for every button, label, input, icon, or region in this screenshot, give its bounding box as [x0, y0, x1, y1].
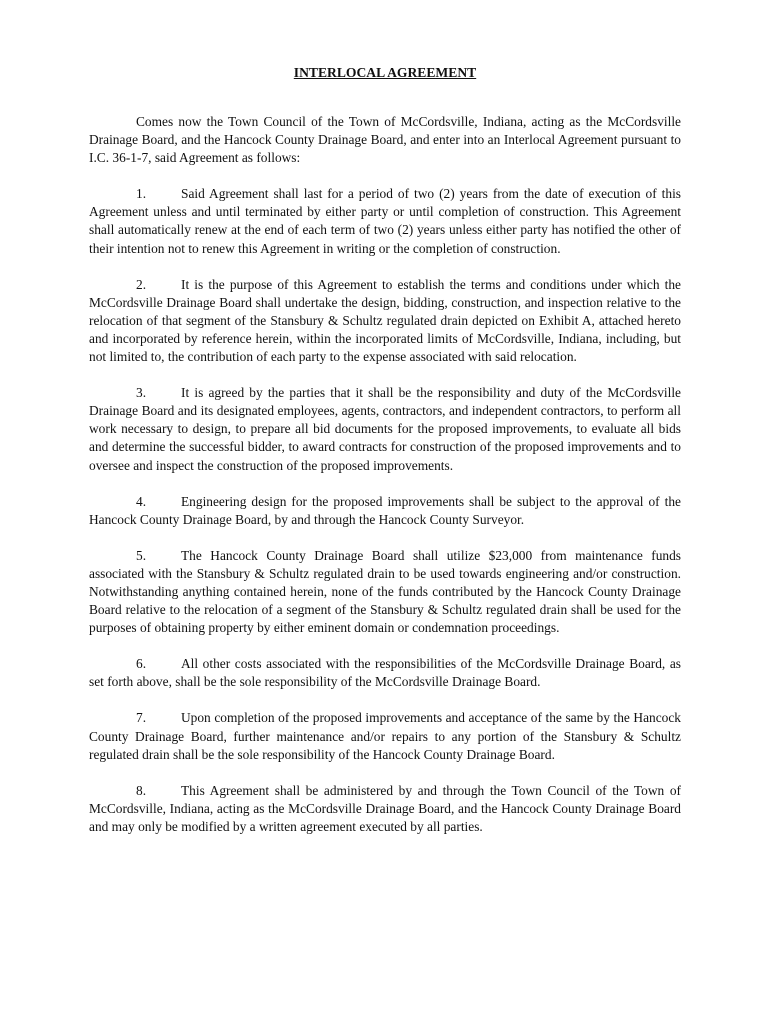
clause-6 [89, 655, 681, 691]
clause-2 [89, 276, 681, 366]
clause-number: 4. [136, 493, 147, 509]
clause-text: Upon completion of the proposed improvements and acceptance of the same by the Hancock County Drainage Board, further maintenance and/or repairs to any portion of the Stansbury & Schultz regulated drain shall be the sole responsibility of the Hancock County Drainage Board. [89, 710, 681, 762]
clause-number: 7. [136, 710, 147, 726]
clause-1 [89, 185, 681, 257]
clause-4 [89, 493, 681, 529]
clause-text: Engineering design for the proposed improvements shall be subject to the approval of the Hancock County Drainage Board, by and through the Hancock County Surveyor. [89, 493, 681, 527]
clause-text: It is the purpose of this Agreement to establish the terms and conditions under which the McCordsville Drainage Board shall undertake the design, bidding, construction, and inspection relative to the relocation of that segment of the Stansbury & Schultz regulated drain depicted on Exhibit A, attached hereto and incorporated by reference herein, within the incorporated limits of McCordsville, Indiana, including, but not limited to, the contribution of each party to the expense associated with said relocation. [89, 276, 681, 365]
clause-number: 2. [136, 276, 147, 292]
clause-text: It is agreed by the parties that it shall be the responsibility and duty of the McCordsville Drainage Board and its designated employees, agents, contractors, and independent contractors, to perform all work necessary to design, to prepare all bid documents for the proposed improvements, to evaluate all bids and determine the successful bidder, to award contracts for construction of the proposed improvements and to oversee and inspect the construction of the proposed improvements. [89, 385, 681, 473]
clause-5 [89, 547, 681, 637]
clause-text: The Hancock County Drainage Board shall utilize $23,000 from maintenance funds associated with the Stansbury & Schultz regulated drain to be used towards engineering and/or construction. Notwithstanding anything contained herein, none of the funds contributed by the Hancock County Drainage Board relative to the relocation of a segment of the Stansbury & Schultz regulated drain shall be used for the purposes of obtaining property by either eminent domain or condemnation proceedings. [89, 547, 681, 636]
clause-text: This Agreement shall be administered by and through the Town Council of the Town of McCordsville, Indiana, acting as the McCordsville Drainage Board, and the Hancock County Drainage Board and may only be modified by a written agreement executed by all parties. [89, 782, 681, 834]
clause-text: All other costs associated with the responsibilities of the McCordsville Drainage Board, as set forth above, shall be the sole responsibility of the McCordsville Drainage Board. [89, 656, 681, 690]
clause-3 [89, 384, 681, 474]
document-page [89, 64, 681, 854]
intro-paragraph: Comes now the Town Council of the Town of McCordsville, Indiana, acting as the McCordsville Drainage Board, and the Hancock County Drainage Board, and enter into an Interlocal Agreement pursuant to I.C. 36-1-7, said Agreement as follows: [89, 114, 681, 166]
clause-number: 6. [136, 656, 147, 672]
clause-number: 3. [136, 385, 147, 401]
clause-number: 5. [136, 547, 147, 563]
clause-number: 1. [136, 186, 147, 202]
clause-number: 8. [136, 782, 147, 798]
document-title: INTERLOCAL AGREEMENT [293, 65, 477, 80]
clause-8 [89, 782, 681, 836]
clause-text: Said Agreement shall last for a period of two (2) years from the date of execution of this Agreement unless and until terminated by either party or until completion of construction. This Agreement shall automatically renew at the end of each term of two (2) years unless either party has notified the other of their intention not to renew this Agreement in writing or the completion of construction. [89, 186, 681, 256]
clause-7 [89, 709, 681, 763]
